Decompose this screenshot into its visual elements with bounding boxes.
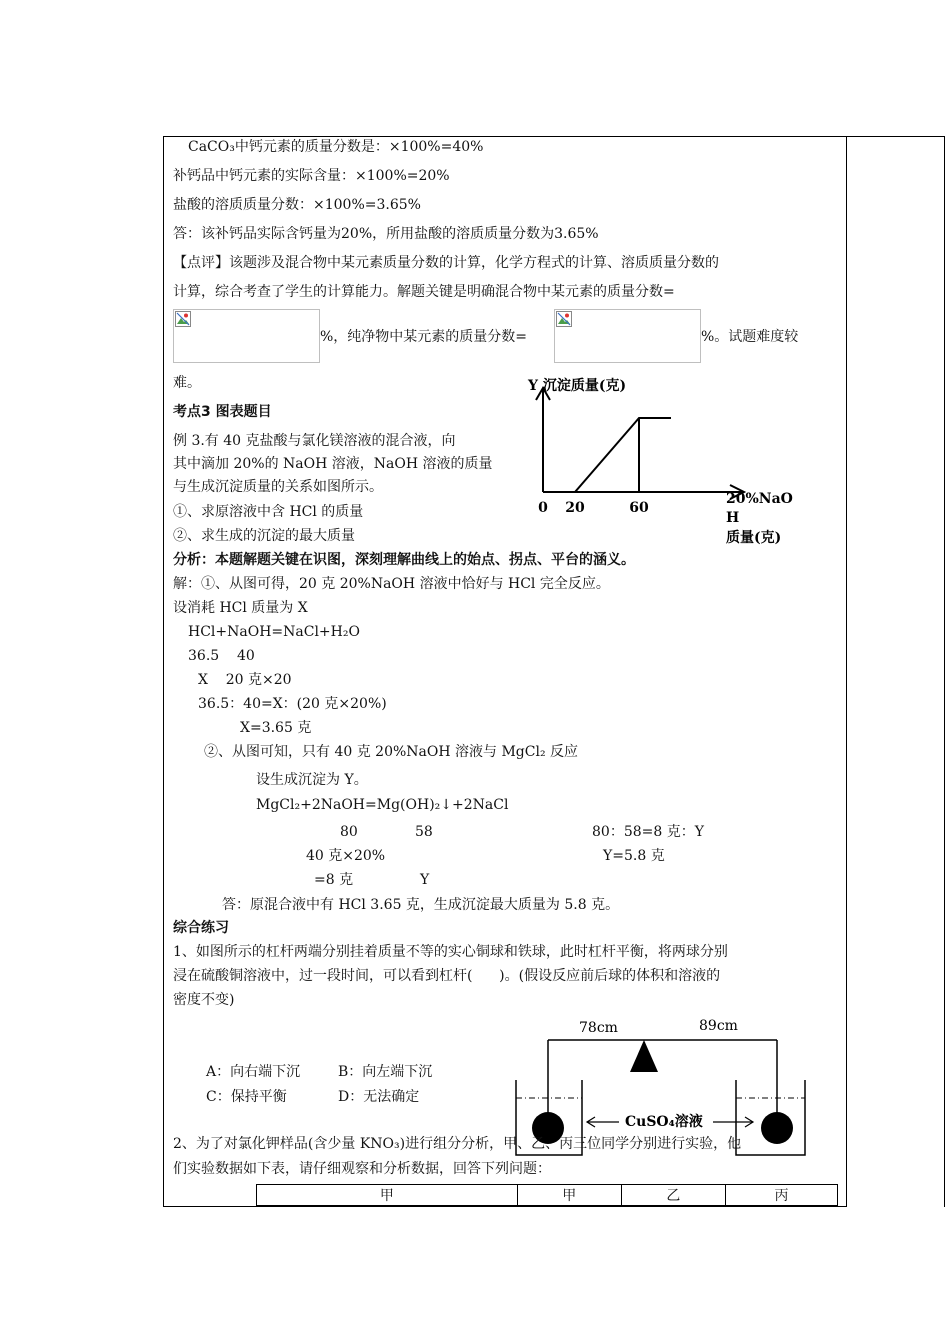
option-c: C：保持平衡: [206, 1089, 287, 1105]
question-text: ①、求原溶液中含 HCl 的质量: [173, 504, 364, 520]
solution-value: 40 克×20%: [306, 848, 386, 864]
example-text: 例 3.有 40 克盐酸与氯化镁溶液的混合液，向: [173, 433, 456, 449]
answer-line: 答：原混合液中有 HCl 3.65 克，生成沉淀最大质量为 5.8 克。: [222, 897, 620, 913]
solution-line: 解：①、从图可得，20 克 20%NaOH 溶液中恰好与 HCl 完全反应。: [173, 576, 610, 592]
solution-value: 80：58=8 克：Y: [592, 824, 704, 840]
table-top-border: [163, 136, 945, 137]
table-header-cell: 丙: [725, 1185, 837, 1206]
solution-value: =8 克: [314, 872, 354, 888]
right-arm-length: 89cm: [699, 1018, 738, 1034]
chart-x-tick: 20: [565, 500, 585, 516]
comment-line: 难。: [173, 375, 201, 391]
chart-x-label: 质量(克): [726, 530, 782, 546]
chart-x-tick: 0: [538, 500, 548, 516]
table-bottom-border: [163, 1206, 846, 1207]
equation: MgCl₂+2NaOH=Mg(OH)₂↓+2NaCl: [256, 797, 509, 813]
comment-line: 计算，综合考查了学生的计算能力。解题关键是明确混合物中某元素的质量分数=: [173, 284, 675, 300]
solution-line: 设生成沉淀为 Y。: [256, 772, 368, 788]
section-heading: 考点3 图表题目: [173, 404, 272, 420]
formula-image-placeholder: [554, 309, 701, 363]
formula-image-placeholder: [173, 309, 320, 363]
comment-line: %，纯净物中某元素的质量分数=: [320, 329, 528, 345]
table-right-border: [944, 136, 945, 1207]
table-header-cell: 甲: [257, 1185, 518, 1206]
problem-text: 们实验数据如下表，请仔细观察和分析数据，回答下列问题：: [173, 1161, 551, 1177]
problem-text: 密度不变): [173, 992, 235, 1008]
table-left-border: [163, 136, 164, 1207]
comment-line: 【点评】该题涉及混合物中某元素质量分数的计算，化学方程式的计算、溶质质量分数的: [173, 255, 719, 271]
problem-text: 1、如图所示的杠杆两端分别挂着质量不等的实心铜球和铁球，此时杠杆平衡，将两球分别: [173, 944, 728, 960]
solution-line: X=3.65 克: [240, 720, 312, 736]
chart-x-label: 20%NaO: [726, 491, 793, 507]
chart-precipitate-line: [543, 418, 671, 492]
precipitate-chart: [520, 370, 820, 550]
solution-line: ②、从图可知，只有 40 克 20%NaOH 溶液与 MgCl₂ 反应: [204, 744, 579, 760]
solution-label: CuSO₄溶液: [625, 1114, 703, 1130]
option-a: A：向右端下沉: [206, 1064, 301, 1080]
broken-image-icon: [556, 311, 572, 327]
left-arm-length: 78cm: [579, 1020, 618, 1036]
chart-y-label: Y 沉淀质量(克): [528, 378, 627, 394]
table-column-divider: [846, 136, 847, 1207]
solution-line: X 20 克×20: [198, 672, 292, 688]
comment-line: %。试题难度较: [701, 329, 799, 345]
solution-value: 58: [415, 824, 433, 840]
text-line: 盐酸的溶质质量分数：×100%=3.65%: [173, 197, 421, 213]
solution-line: 设消耗 HCl 质量为 X: [173, 600, 308, 616]
iron-ball: [761, 1112, 793, 1144]
text-line: 补钙品中钙元素的实际含量：×100%=20%: [173, 168, 450, 184]
answer-line: 答：该补钙品实际含钙量为20%，所用盐酸的溶质质量分数为3.65%: [173, 226, 599, 242]
chart-x-tick: 60: [629, 500, 649, 516]
table-header-cell: 乙: [621, 1185, 725, 1206]
broken-image-icon: [175, 311, 191, 327]
option-b: B：向左端下沉: [338, 1064, 433, 1080]
solution-line: 36.5：40=X：(20 克×20%): [198, 696, 387, 712]
solution-value: 80: [340, 824, 358, 840]
example-text: 其中滴加 20%的 NaOH 溶液，NaOH 溶液的质量: [173, 456, 493, 472]
option-d: D：无法确定: [338, 1089, 420, 1105]
data-table: [256, 1184, 838, 1206]
equation: HCl+NaOH=NaCl+H₂O: [188, 624, 360, 640]
text-line: CaCO₃中钙元素的质量分数是：×100%=40%: [188, 139, 484, 155]
analysis-text: 分析：本题解题关键在识图，深刻理解曲线上的始点、拐点、平台的涵义。: [173, 552, 635, 568]
table-row: [257, 1185, 838, 1206]
solution-value: Y: [420, 872, 430, 888]
fulcrum-triangle: [630, 1040, 658, 1072]
problem-text: 2、为了对氯化钾样品(含少量 KNO₃)进行组分分析，甲、乙、丙三位同学分别进行实验，他: [173, 1136, 742, 1152]
problem-text: 浸在硫酸铜溶液中，过一段时间，可以看到杠杆( )。(假设反应前后球的体积和溶液的: [173, 968, 721, 984]
solution-line: 36.5 40: [188, 648, 255, 664]
question-text: ②、求生成的沉淀的最大质量: [173, 528, 355, 544]
table-header-cell: 甲: [517, 1185, 621, 1206]
solution-value: Y=5.8 克: [603, 848, 665, 864]
section-heading: 综合练习: [173, 920, 229, 936]
chart-x-label: H: [726, 510, 740, 526]
example-text: 与生成沉淀质量的关系如图所示。: [173, 479, 383, 495]
